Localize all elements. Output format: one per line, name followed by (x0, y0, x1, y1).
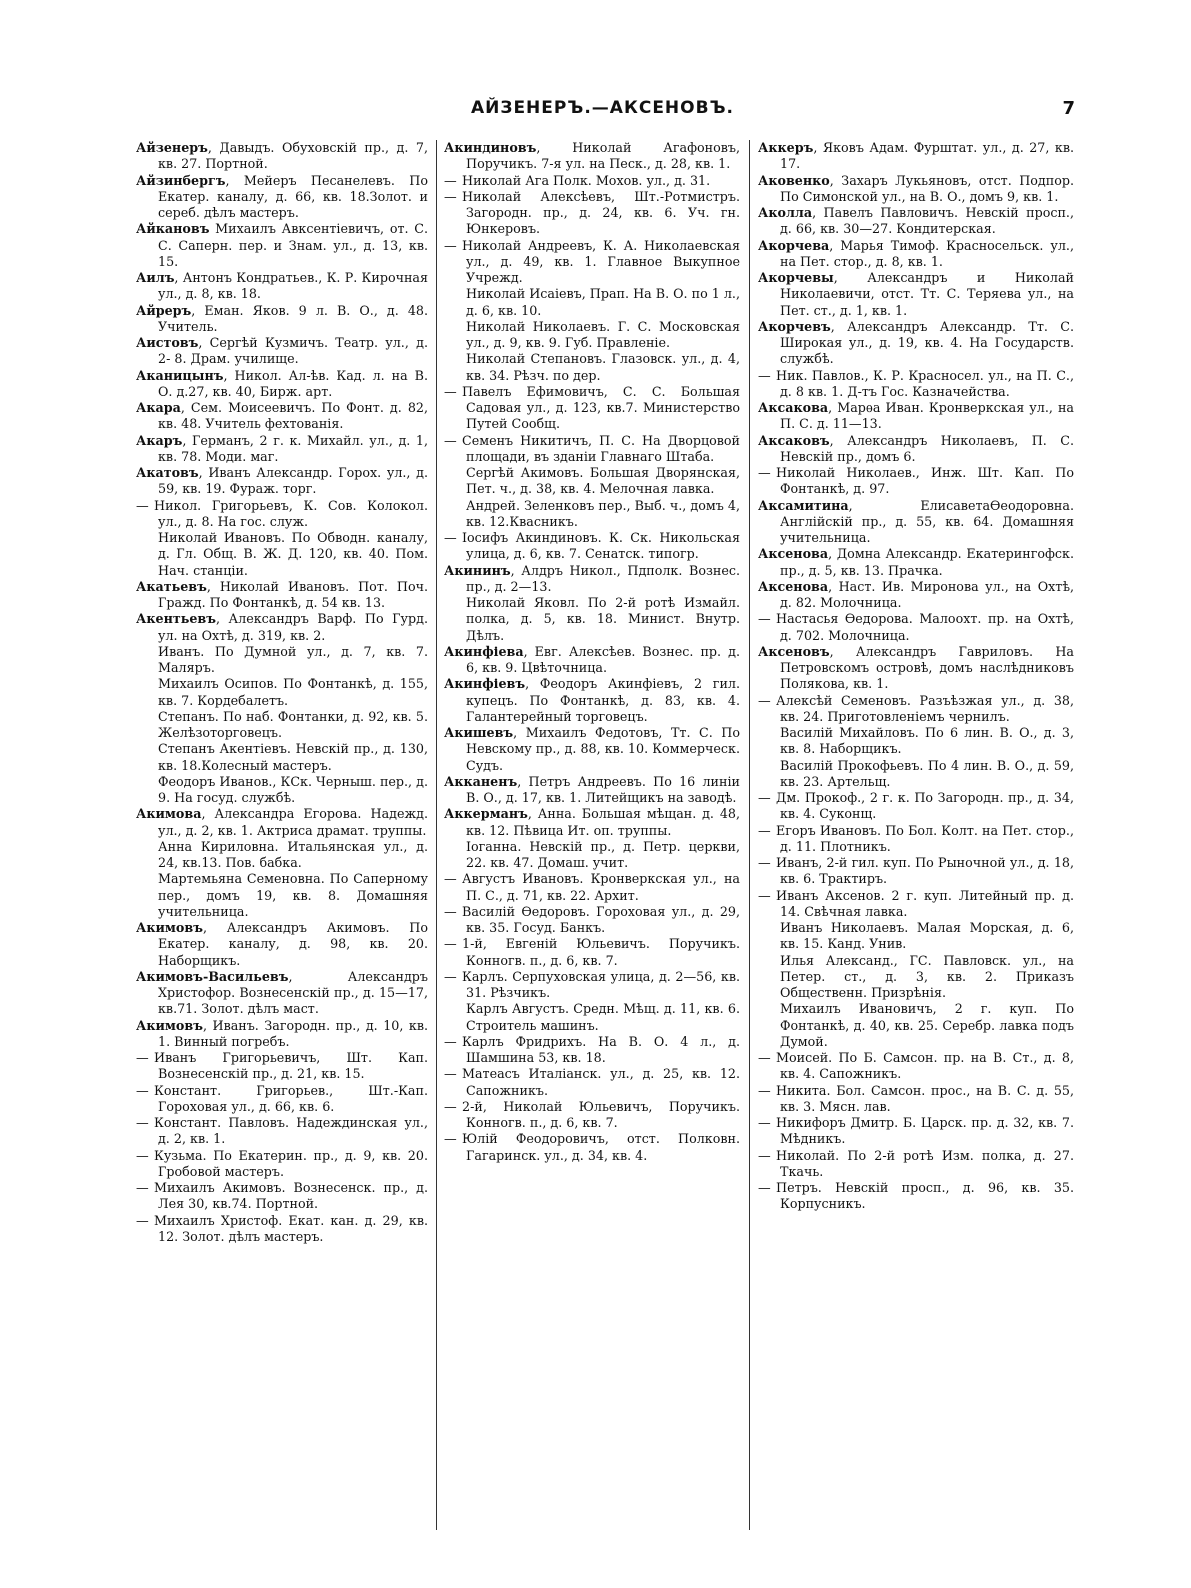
repeat-dash: — (758, 855, 771, 870)
repeat-dash: — (758, 692, 771, 708)
entry-text: Никол. Григорьевъ, К. Сов. Колокол. ул., д. 8. На гос. служ. (154, 497, 428, 529)
entry-surname: Акимовъ-Васильевъ (136, 968, 289, 984)
entry-surname: Акимовъ (136, 920, 203, 935)
directory-entry (444, 140, 740, 173)
entry-text: Степанъ. По наб. Фонтанки, д. 92, кв. 5. Желѣзоторговецъ. (158, 708, 428, 740)
entry-surname: Акинфіевъ (444, 676, 526, 692)
repeat-dash: — (758, 1050, 771, 1065)
entry-surname: Айзинбергъ (136, 172, 226, 188)
directory-entry (444, 238, 740, 287)
entry-text: Ник. Павлов., К. Р. Красносел. ул., на П. С., д. 8 кв. 1. Д-тъ Гос. Казначейства. (776, 367, 1074, 399)
entry-surname: Айреръ (136, 302, 192, 318)
entry-text: , Александръ Акимовъ. По Екатер. каналу, д. 98, кв. 20. Наборщикъ. (158, 920, 428, 968)
directory-entry (444, 1034, 740, 1067)
entry-text: Михаилъ Акимовъ. Вознесенск. пр., д. Лея 30, кв.74. Портной. (154, 1180, 428, 1212)
entry-text: Іоганна. Невскій пр., д. Петр. церкви, 22. кв. 47. Домаш. учит. (466, 838, 740, 870)
directory-entry (136, 1050, 428, 1083)
directory-entry (136, 270, 428, 303)
entry-text: Карлъ. Серпуховская улица, д. 2—56, кв. 31. Рѣзчикъ. (462, 968, 740, 1000)
entry-text: Карлъ Августъ. Средн. Мѣщ. д. 11, кв. 6. Строитель машинъ. (466, 1001, 740, 1033)
entry-text: , Сем. Моисеевичъ. По Фонт. д. 82, кв. 48. Учитель фехтованія. (158, 400, 428, 432)
repeat-dash: — (758, 465, 771, 480)
entry-text: Августъ Ивановъ. Кронверкская ул., на П. С., д. 71, кв. 22. Архит. (462, 871, 740, 903)
entry-surname: Акинфіева (444, 643, 524, 659)
directory-entry (136, 676, 428, 709)
entry-text: Анна Кириловна. Итальянская ул., д. 24, кв.13. Пов. бабка. (158, 838, 428, 870)
entry-text: Карлъ Фридрихъ. На В. О. 4 л., д. Шамшина 53, кв. 18. (462, 1033, 740, 1065)
repeat-dash: — (758, 1082, 771, 1098)
entry-surname: Айзенеръ (136, 140, 208, 155)
directory-entry (758, 758, 1074, 791)
entry-text: Василій Михайловъ. По 6 лин. В. О., д. 3, кв. 8. Наборщикъ. (780, 725, 1074, 757)
directory-entry (444, 286, 740, 319)
directory-entry (444, 384, 740, 433)
directory-entry (444, 774, 740, 807)
repeat-dash: — (136, 497, 149, 513)
directory-entry (136, 741, 428, 774)
directory-entry (758, 920, 1074, 953)
directory-entry (444, 644, 740, 677)
entry-surname: Аксамитина (758, 497, 849, 513)
entry-text: , Феодоръ Акинфіевъ, 2 гил. купецъ. По Фонтанкѣ, д. 83, кв. 4. Галантерейный торговецъ. (466, 676, 740, 724)
directory-entry (444, 351, 740, 384)
entry-text: , Наст. Ив. Миронова ул., на Охтѣ, д. 82. Молочница. (780, 578, 1074, 610)
directory-entry (444, 189, 740, 238)
directory-entry (758, 433, 1074, 466)
entry-text: Иванъ, 2-й гил. куп. По Рыночной ул., д. 18, кв. 6. Трактиръ. (776, 855, 1074, 887)
directory-entry (758, 1115, 1074, 1148)
directory-entry (136, 498, 428, 531)
repeat-dash: — (136, 1147, 149, 1163)
directory-entry (758, 888, 1074, 921)
entry-text: , Марѳа Иван. Кронверкская ул., на П. С. д. 11—13. (780, 400, 1074, 432)
directory-entry (758, 368, 1074, 401)
directory-entry (758, 579, 1074, 612)
entry-surname: Акорчева (758, 237, 830, 253)
entry-text: , Иванъ. Загородн. пр., д. 10, кв. 1. Винный погребъ. (158, 1017, 428, 1049)
entry-text: Иванъ Аксенов. 2 г. куп. Литейный пр. д. 14. Свѣчная лавка. (776, 887, 1074, 919)
directory-entry (444, 904, 740, 937)
column-divider (749, 140, 750, 1530)
directory-entry (444, 1001, 740, 1034)
directory-entry (444, 676, 740, 725)
entry-text: , Домна Александр. Екатерингофск. пр., д. 5, кв. 13. Прачка. (780, 546, 1074, 578)
entry-text: Николай. По 2-й ротѣ Изм. полка, д. 27. Ткачь. (776, 1147, 1074, 1179)
directory-entry (136, 335, 428, 368)
entry-surname: Аксеновъ (758, 643, 830, 659)
entry-text: Иванъ Николаевъ. Малая Морская, д. 6, кв. 15. Канд. Унив. (780, 920, 1074, 952)
directory-entry (758, 465, 1074, 498)
entry-text: , Александръ и Николай Николаевичи, отст. Тт. С. Теряева ул., на Пет. ст., д. 1, кв. 1. (780, 270, 1074, 318)
entry-text: Юлій Феодоровичъ, отст. Полковн. Гагаринск. ул., д. 34, кв. 4. (462, 1131, 740, 1163)
repeat-dash: — (444, 237, 457, 253)
entry-surname: Акканенъ (444, 773, 518, 789)
entry-text: Степанъ Акентіевъ. Невскій пр., д. 130, кв. 18.Колесный мастеръ. (158, 741, 428, 773)
directory-entry (444, 173, 740, 189)
entry-text: Егоръ Ивановъ. По Бол. Колт. на Пет. стор., д. 11. Плотникъ. (776, 822, 1074, 854)
entry-text: Николай Андреевъ, К. А. Николаевская ул., д. 49, кв. 1. Главное Выкупное Учрежд. (462, 237, 740, 285)
directory-entry (444, 839, 740, 872)
repeat-dash: — (136, 1212, 149, 1228)
entry-text: Кузьма. По Екатерин. пр., д. 9, кв. 20. Гробовой мастеръ. (154, 1147, 428, 1179)
directory-entry (758, 1083, 1074, 1116)
directory-entry (758, 400, 1074, 433)
entry-text: Алексѣй Семеновъ. Разъѣзжая ул., д. 38, кв. 24. Приготовленіемъ чернилъ. (776, 692, 1074, 724)
entry-surname: Акорчевы (758, 270, 834, 285)
directory-entry (758, 1148, 1074, 1181)
directory-entry (444, 433, 740, 466)
entry-surname: Акара (136, 400, 181, 415)
entry-text: , Александръ Гавриловъ. На Петровскомъ островѣ, домъ наслѣдниковъ Полякова, кв. 1. (780, 643, 1074, 692)
entry-text: , Алдръ Никол., Пдполк. Вознес. пр., д. 2—13. (466, 562, 740, 594)
entry-text: Николай Алексѣевъ, Шт.-Ротмистръ. Загородн. пр., д. 24, кв. 6. Уч. гн. Юнкеровъ. (462, 188, 740, 237)
entry-surname: Аканицынъ (136, 367, 224, 383)
entry-text: , Евг. Алексѣев. Вознес. пр. д. 6, кв. 9. Цвѣточница. (466, 643, 740, 675)
entry-text: Семенъ Никитичъ, П. С. На Дворцовой площади, въ зданіи Главнаго Штаба. (462, 432, 740, 464)
directory-entry (136, 140, 428, 173)
repeat-dash: — (758, 887, 771, 903)
entry-text: Констант. Павловъ. Надеждинская ул., д. 2, кв. 1. (154, 1115, 428, 1147)
entry-text: Илья Александ., ГС. Павловск. ул., на Петер. ст., д. 3, кв. 2. Приказъ Общественн. Призрѣнія. (780, 952, 1074, 1000)
directory-entry (444, 1099, 740, 1132)
entry-text: Никифоръ Дмитр. Б. Царск. пр. д. 32, кв. 7. Мѣдникъ. (776, 1115, 1074, 1147)
repeat-dash: — (444, 871, 457, 887)
entry-surname: Аксаковъ (758, 432, 830, 448)
directory-entry (444, 465, 740, 498)
directory-entry (758, 953, 1074, 1002)
repeat-dash: — (444, 968, 457, 984)
directory-entry (444, 1066, 740, 1099)
entry-text: , Николай Ивановъ. Пот. Поч. Гражд. По Фонтанкѣ, д. 54 кв. 13. (158, 578, 428, 610)
repeat-dash: — (444, 383, 457, 399)
directory-entry (444, 806, 740, 839)
directory-entry (136, 839, 428, 872)
entry-text: , Мейеръ Песанелевъ. По Екатер. каналу, д. 66, кв. 18.Золот. и сереб. дѣлъ мастеръ. (158, 172, 428, 220)
directory-entry (758, 1180, 1074, 1213)
directory-entry (758, 1001, 1074, 1050)
column-2 (444, 140, 740, 1164)
repeat-dash: — (136, 1115, 149, 1130)
entry-text: Констант. Григорьев., Шт.-Кап. Гороховая ул., д. 66, кв. 6. (154, 1082, 428, 1114)
entry-text: , Петръ Андреевъ. По 16 линіи В. О., д. 17, кв. 1. Литейщикъ на заводѣ. (466, 773, 740, 805)
page-title: АЙЗЕНЕРЪ.—АКСЕНОВЪ. (470, 98, 734, 118)
entry-text: , Сергѣй Кузмичъ. Театр. ул., д. 2- 8. Драм. училище. (158, 335, 428, 367)
entry-text: 1-й, Евгеній Юльевичъ. Поручикъ. Конногв. п., д. 6, кв. 7. (462, 936, 740, 968)
entry-surname: Аилъ (136, 270, 175, 285)
directory-entry (444, 725, 740, 774)
entry-text: , Еман. Яков. 9 л. В. О., д. 48. Учитель. (158, 302, 428, 334)
directory-entry (758, 546, 1074, 579)
directory-entry (136, 644, 428, 677)
entry-surname: Аковенко (758, 172, 830, 188)
entry-surname: Аколла (758, 205, 813, 220)
entry-text: Николай Николаев., Инж. Шт. Кап. По Фонтанкѣ, д. 97. (776, 465, 1074, 497)
entry-surname: Акиндиновъ (444, 140, 537, 155)
directory-entry (136, 368, 428, 401)
entry-text: Иванъ Григорьевичъ, Шт. Кап. Вознесенскій пр., д. 21, кв. 15. (154, 1050, 428, 1082)
directory-entry (136, 1180, 428, 1213)
entry-text: Никита. Бол. Самсон. прос., на В. С. д. 55, кв. 3. Мясн. лав. (776, 1082, 1074, 1114)
entry-text: , Михаилъ Федотовъ, Тт. С. По Невскому пр., д. 88, кв. 10. Коммерческ. Судъ. (466, 725, 740, 773)
entry-surname: Акимовъ (136, 1017, 203, 1033)
entry-text: Андрей. Зеленковъ пер., Выб. ч., домъ 4, кв. 12.Квасникъ. (466, 497, 740, 529)
entry-surname: Акининъ (444, 562, 511, 578)
repeat-dash: — (444, 432, 457, 448)
entry-surname: Аистовъ (136, 335, 199, 350)
repeat-dash: — (444, 188, 457, 204)
directory-entry (758, 205, 1074, 238)
entry-text: , Яковъ Адам. Фурштат. ул., д. 27, кв. 17. (780, 140, 1074, 172)
directory-entry (136, 530, 428, 579)
repeat-dash: — (758, 611, 771, 627)
entry-text: Николай Ага Полк. Мохов. ул., д. 31. (462, 172, 711, 188)
repeat-dash: — (758, 367, 771, 383)
entry-text: Михаилъ Христоф. Екат. кан. д. 29, кв. 12. Золот. дѣлъ мастеръ. (154, 1212, 428, 1244)
entry-text: Моисей. По Б. Самсон. пр. на В. Ст., д. 8, кв. 4. Сапожникъ. (776, 1050, 1074, 1082)
directory-entry (136, 433, 428, 466)
entry-text: , Александръ Христофор. Вознесенскій пр., д. 15—17, кв.71. Золот. дѣлъ маст. (158, 968, 428, 1017)
directory-entry (758, 319, 1074, 368)
entry-text: Іосифъ Акиндиновъ. К. Ск. Никольская улица, д. 6, кв. 7. Сенатск. типогр. (462, 530, 740, 562)
entry-text: , Давыдъ. Обуховскій пр., д. 7, кв. 27. Портной. (158, 140, 428, 172)
entry-text: , ЕлисаветаѲеодоровна. Англійскій пр., д. 55, кв. 64. Домашняя учительница. (780, 497, 1074, 545)
column-3 (758, 140, 1074, 1213)
entry-text: , Захаръ Лукьяновъ, отст. Подпор. По Симонской ул., на В. О., домъ 9, кв. 1. (780, 172, 1074, 204)
entry-text: , Анна. Большая мѣщан. д. 48, кв. 12. Пѣвица Ит. оп. труппы. (466, 806, 740, 838)
directory-entry (136, 611, 428, 644)
column-divider (436, 140, 437, 1530)
entry-text: Михаилъ Авксентіевичъ, от. С. С. Саперн. пер. и Знам. ул., д. 13, кв. 15. (158, 221, 428, 269)
entry-surname: Акентьевъ (136, 611, 216, 627)
entry-text: Матеасъ Италіанск. ул., д. 25, кв. 12. Сапожникъ. (462, 1066, 740, 1098)
directory-entry (136, 465, 428, 498)
directory-entry (136, 806, 428, 839)
repeat-dash: — (758, 822, 771, 838)
entry-text: Николай Степановъ. Глазовск. ул., д. 4, кв. 34. Рѣзч. по дер. (466, 351, 740, 383)
directory-entry (136, 1148, 428, 1181)
directory-entry (444, 319, 740, 352)
entry-text: Василій Прокофьевъ. По 4 лин. В. О., д. 59, кв. 23. Артельщ. (780, 757, 1074, 789)
entry-text: Павелъ Ефимовичъ, С. С. Большая Садовая ул., д. 123, кв.7. Министерство Путей Сообщ. (462, 383, 740, 432)
entry-text: , Павелъ Павловичъ. Невскій просп., д. 66, кв. 30—27. Кондитерская. (780, 205, 1074, 237)
entry-text: Николай Исаіевъ, Прап. На В. О. по 1 л., д. 6, кв. 10. (466, 286, 740, 318)
directory-entry (444, 1131, 740, 1164)
entry-text: , Александра Егорова. Надежд. ул., д. 2, кв. 1. Актриса драмат. труппы. (158, 806, 428, 838)
directory-entry (444, 563, 740, 596)
repeat-dash: — (136, 1050, 149, 1065)
entry-text: Сергѣй Акимовъ. Большая Дворянская, Пет. ч., д. 38, кв. 4. Мелочная лавка. (466, 465, 740, 497)
entry-text: Феодоръ Иванов., КСк. Черныш. пер., д. 9. На госуд. службѣ. (158, 773, 428, 805)
directory-entry (758, 823, 1074, 856)
repeat-dash: — (444, 172, 457, 188)
entry-text: , Александръ Александр. Тт. С. Широкая ул., д. 19, кв. 4. На Государств. службѣ. (780, 318, 1074, 367)
entry-text: Николай Николаевъ. Г. С. Московская ул., д. 9, кв. 9. Губ. Правленіе. (466, 318, 740, 350)
repeat-dash: — (444, 1131, 457, 1147)
entry-surname: Акимова (136, 806, 202, 822)
repeat-dash: — (758, 1147, 771, 1163)
running-header (130, 98, 1075, 128)
entry-surname: Аккерманъ (444, 806, 528, 822)
directory-entry (136, 920, 428, 969)
entry-surname: Аксенова (758, 578, 829, 594)
directory-entry (444, 936, 740, 969)
entry-surname: Аксакова (758, 400, 829, 415)
directory-entry (136, 400, 428, 433)
repeat-dash: — (444, 530, 457, 545)
column-1 (136, 140, 428, 1245)
directory-entry (136, 1115, 428, 1148)
directory-entry (758, 173, 1074, 206)
entry-text: , Иванъ Александр. Горох. ул., д. 59, кв. 19. Фураж. торг. (158, 465, 428, 497)
directory-entry (136, 173, 428, 222)
directory-entry (136, 1018, 428, 1051)
entry-text: Дм. Прокоф., 2 г. к. По Загородн. пр., д. 34, кв. 4. Суконщ. (776, 790, 1074, 822)
entry-text: Иванъ. По Думной ул., д. 7, кв. 7. Маляръ. (158, 643, 428, 675)
entry-text: , Николай Агафоновъ, Поручикъ. 7-я ул. на Песк., д. 28, кв. 1. (466, 140, 740, 172)
entry-text: Петръ. Невскій просп., д. 96, кв. 35. Корпусникъ. (776, 1180, 1074, 1212)
repeat-dash: — (758, 1115, 771, 1130)
repeat-dash: — (136, 1180, 149, 1195)
entry-surname: Акатовъ (136, 465, 199, 480)
directory-entry (758, 693, 1074, 726)
directory-entry (758, 611, 1074, 644)
entry-surname: Акишевъ (444, 725, 514, 740)
entry-text: 2-й, Николай Юльевичъ, Поручикъ. Конногв. п., д. 6, кв. 7. (462, 1098, 740, 1130)
repeat-dash: — (136, 1082, 149, 1098)
entry-surname: Акатьевъ (136, 578, 207, 594)
entry-surname: Акорчевъ (758, 318, 831, 334)
directory-entry (758, 725, 1074, 758)
directory-entry (136, 1213, 428, 1246)
directory-entry (136, 221, 428, 270)
repeat-dash: — (444, 1098, 457, 1114)
directory-entry (444, 498, 740, 531)
entry-text: Николай Ивановъ. По Обводн. каналу, д. Гл. Общ. В. Ж. Д. 120, кв. 40. Пом. Нач. станціи. (158, 530, 428, 578)
repeat-dash: — (758, 1180, 771, 1195)
directory-entry (444, 871, 740, 904)
directory-entry (444, 530, 740, 563)
entry-text: Николай Яковл. По 2-й ротѣ Измайл. полка, д. 5, кв. 18. Минист. Внутр. Дѣлъ. (466, 595, 740, 643)
directory-entry (758, 644, 1074, 693)
entry-text: , Германъ, 2 г. к. Михайл. ул., д. 1, кв. 78. Моди. маг. (158, 432, 428, 464)
directory-entry (758, 790, 1074, 823)
entry-text: Мартемьяна Семеновна. По Саперному пер., домъ 19, кв. 8. Домашняя учительница. (158, 871, 428, 919)
repeat-dash: — (444, 1066, 457, 1082)
entry-text: , Марья Тимоф. Красносельск. ул., на Пет. стор., д. 8, кв. 1. (780, 237, 1074, 269)
directory-entry (444, 595, 740, 644)
directory-entry (136, 969, 428, 1018)
entry-text: Василій Ѳедоровъ. Гороховая ул., д. 29, кв. 35. Госуд. Банкъ. (462, 903, 740, 935)
directory-entry (136, 871, 428, 920)
entry-text: Михаилъ Ивановичъ, 2 г. куп. По Фонтанкѣ, д. 40, кв. 25. Серебр. лавка подъ Думой. (780, 1001, 1074, 1049)
directory-entry (758, 270, 1074, 319)
repeat-dash: — (444, 1033, 457, 1049)
directory-entry (444, 969, 740, 1002)
repeat-dash: — (444, 936, 457, 952)
directory-entry (136, 1083, 428, 1116)
directory-entry (758, 1050, 1074, 1083)
entry-text: , Александръ Варф. По Гурд. ул. на Охтѣ, д. 319, кв. 2. (158, 611, 428, 643)
repeat-dash: — (444, 903, 457, 919)
entry-surname: Аксенова (758, 546, 829, 562)
directory-entry (758, 855, 1074, 888)
directory-entry (758, 140, 1074, 173)
directory-entry (758, 498, 1074, 547)
entry-text: , Антонъ Кондратьев., К. Р. Кирочная ул., д. 8, кв. 18. (158, 270, 428, 302)
page-number: 7 (1062, 98, 1075, 119)
directory-entry (136, 774, 428, 807)
directory-entry (136, 709, 428, 742)
repeat-dash: — (758, 790, 771, 805)
directory-entry (136, 303, 428, 336)
entry-text: Михаилъ Осипов. По Фонтанкѣ, д. 155, кв. 7. Кордебалетъ. (158, 676, 428, 708)
entry-text: , Никол. Ал-ѣв. Кад. л. на В. О. д.27, кв. 40, Бирж. арт. (158, 367, 428, 399)
entry-text: Настасья Ѳедорова. Малоохт. пр. на Охтѣ, д. 702. Молочница. (776, 611, 1074, 643)
entry-surname: Аккеръ (758, 140, 814, 155)
entry-text: , Александръ Николаевъ, П. С. Невскій пр., домъ 6. (780, 432, 1074, 464)
directory-entry (758, 238, 1074, 271)
entry-surname: Акаръ (136, 432, 183, 448)
entry-surname: Айкановъ (136, 221, 210, 237)
directory-entry (136, 579, 428, 612)
